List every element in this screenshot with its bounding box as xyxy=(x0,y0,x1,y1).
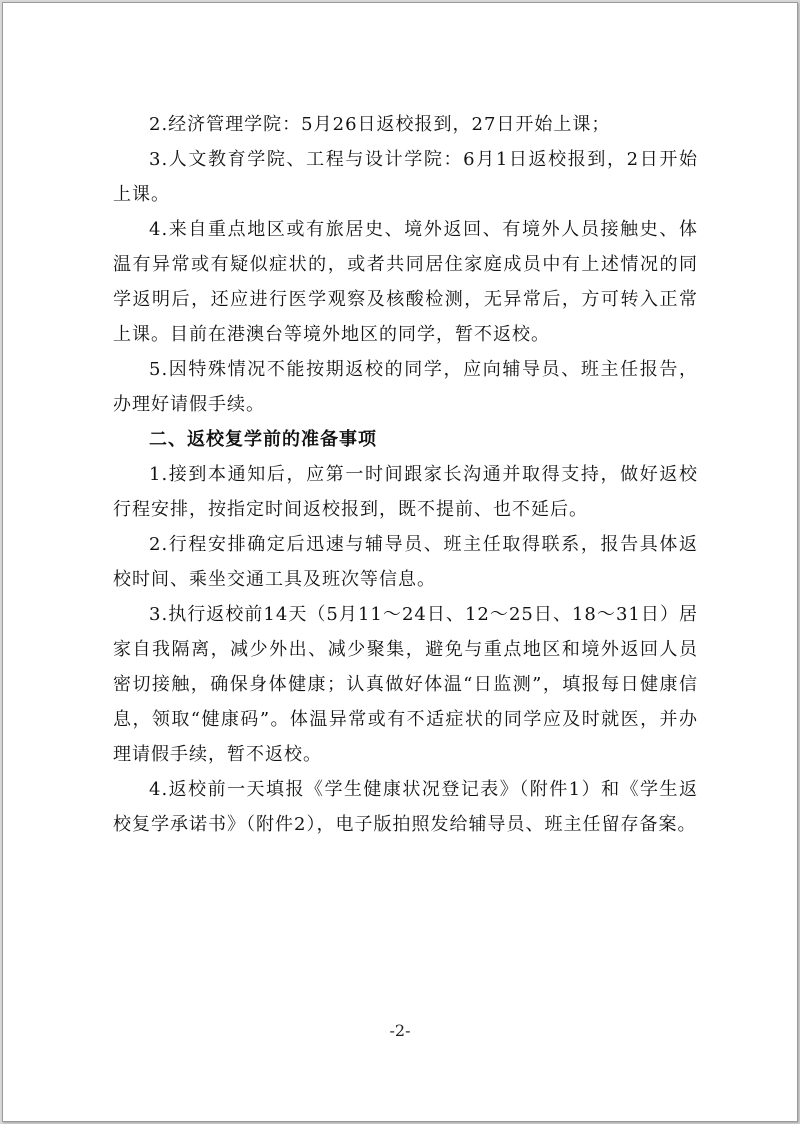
section-paragraph-2: 2.行程安排确定后迅速与辅导员、班主任取得联系，报告具体返校时间、乘坐交通工具及班次等信息。 xyxy=(113,534,698,590)
document-page xyxy=(2,2,798,1122)
document-body xyxy=(113,107,698,842)
paragraph-item-3: 3.人文教育学院、工程与设计学院：6月1日返校报到，2日开始上课。 xyxy=(113,149,698,205)
paragraph-item-2: 2.经济管理学院：5月26日返校报到，27日开始上课； xyxy=(149,114,611,135)
page-number: -2- xyxy=(389,1021,411,1040)
section-paragraph-4: 4.返校前一天填报《学生健康状况登记表》（附件1）和《学生返校复学承诺书》（附件2），电子版拍照发给辅导员、班主任留存备案。 xyxy=(113,779,698,835)
paragraph-item-4: 4.来自重点地区或有旅居史、境外返回、有境外人员接触史、体温有异常或有疑似症状的，或者共同居住家庭成员中有上述情况的同学返明后，还应进行医学观察及核酸检测，无异常后，方可转入正常上课。目前在港澳台等境外地区的同学，暂不返校。 xyxy=(113,219,698,345)
section-paragraph-1: 1.接到本通知后，应第一时间跟家长沟通并取得支持，做好返校行程安排，按指定时间返校报到，既不提前、也不延后。 xyxy=(113,464,698,520)
paragraph-item-5: 5.因特殊情况不能按期返校的同学，应向辅导员、班主任报告，办理好请假手续。 xyxy=(113,359,698,415)
section-heading: 二、返校复学前的准备事项 xyxy=(149,429,377,450)
section-paragraph-3: 3.执行返校前14天（5月11～24日、12～25日、18～31日）居家自我隔离，减少外出、减少聚集，避免与重点地区和境外返回人员密切接触，确保身体健康；认真做好体温“日监测”，填报每日健康信息，领取“健康码”。体温异常或有不适症状的同学应及时就医，并办理请假手续，暂不返校。 xyxy=(113,604,698,765)
